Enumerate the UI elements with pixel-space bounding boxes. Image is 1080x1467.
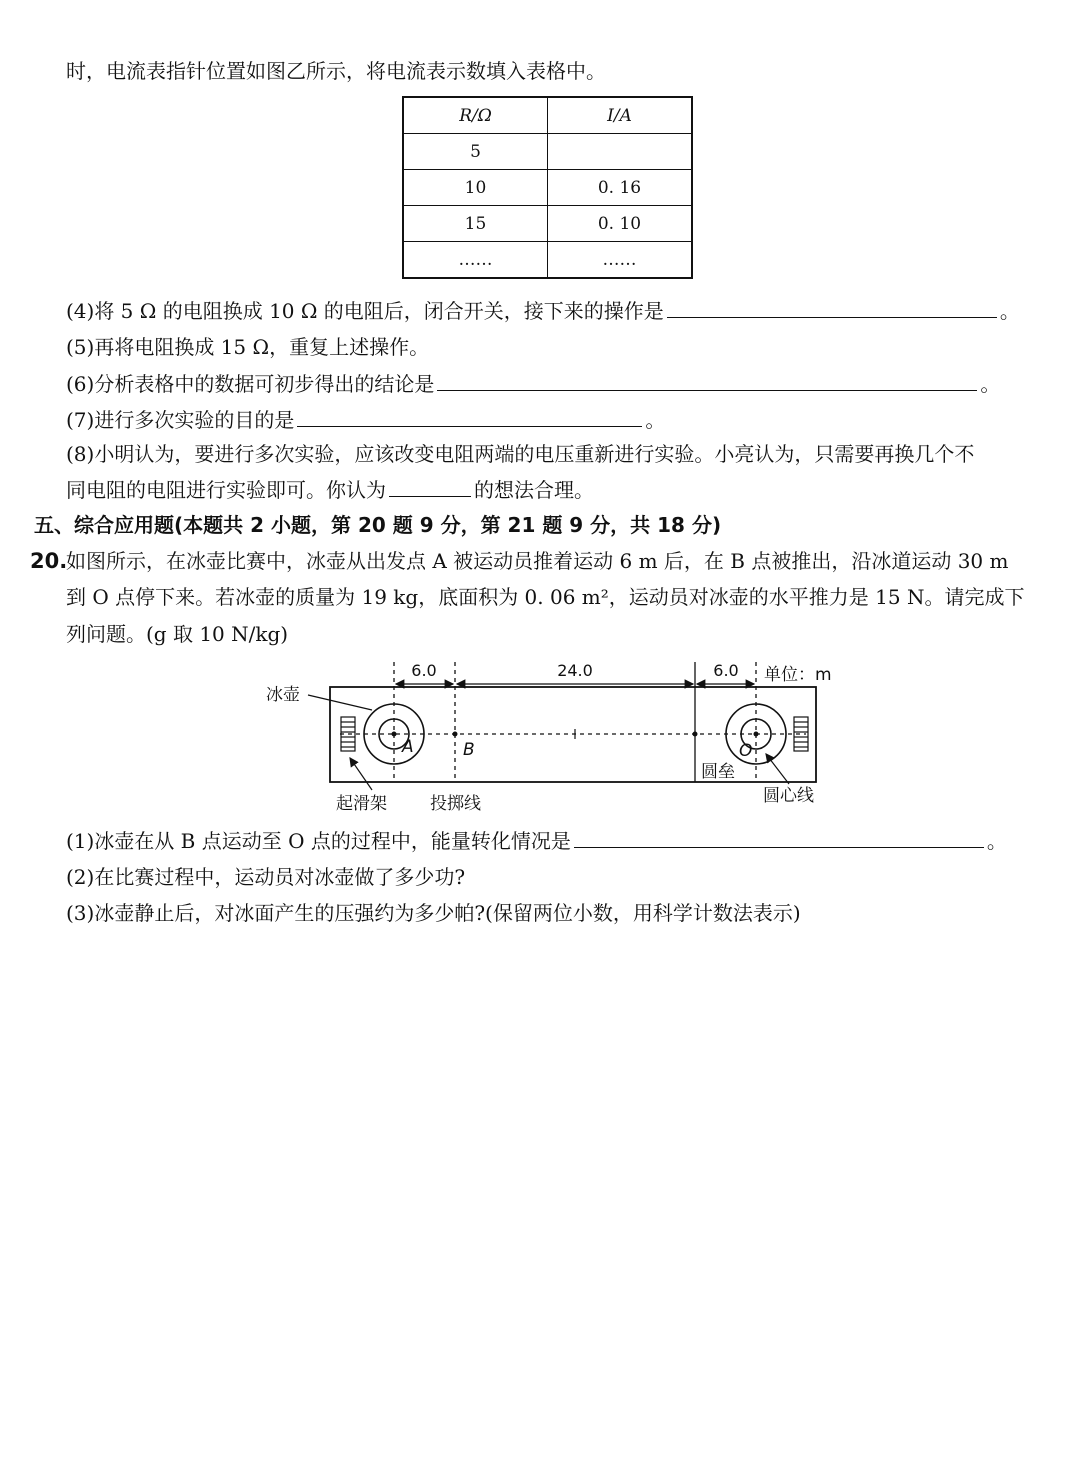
label-a: A (402, 737, 414, 757)
question-8-text-b: 的想法合理。 (474, 478, 594, 502)
label-hack: 起滑架 (336, 794, 387, 814)
point-b-dot (453, 732, 458, 737)
question-8-line1: (8)小明认为，要进行多次实验，应该改变电阻两端的电压重新进行实验。小亮认为，只需要再换几个不 (66, 442, 975, 466)
question-7-text: (7)进行多次实验的目的是 (66, 408, 295, 432)
leader-arrow (350, 758, 372, 790)
leader-line (308, 695, 372, 710)
intro-line: 时，电流表指针位置如图乙所示，将电流表示数填入表格中。 (66, 59, 606, 83)
question-20-line1: 如图所示，在冰壶比赛中，冰壶从出发点 A 被运动员推着运动 6 m 后，在 B 点被推出，沿冰道运动 30 m (66, 549, 1009, 573)
table-cell: 15 (403, 206, 548, 242)
label-hog-line: 投掷线 (430, 794, 481, 814)
table-cell: 5 (403, 134, 548, 170)
header-current: I/A (548, 97, 693, 134)
label-house: 圆垒 (701, 762, 735, 782)
period: 。 (980, 372, 1001, 396)
label-curling-stone: 冰壶 (266, 685, 300, 705)
period: 。 (999, 299, 1020, 323)
header-resistance: R/Ω (403, 97, 548, 134)
period: 。 (645, 408, 666, 432)
point-o-dot (754, 732, 759, 737)
dimension-label-2: 24.0 (557, 661, 593, 680)
question-20-number: 20. (30, 549, 68, 573)
question-4-text: (4)将 5 Ω 的电阻换成 10 Ω 的电阻后，闭合开关，接下来的操作是 (66, 299, 664, 323)
period: 。 (986, 829, 1007, 853)
label-tee-line: 圆心线 (763, 786, 814, 806)
unit-label: 单位：m (764, 665, 832, 685)
section-heading: 五、综合应用题(本题共 2 小题，第 20 题 9 分，第 21 题 9 分，共 18 分) (34, 513, 722, 537)
question-8-text-a: 同电阻的电阻进行实验即可。你认为 (66, 478, 386, 502)
leader-arrow (766, 754, 789, 784)
question-20-line2: 到 O 点停下来。若冰壶的质量为 19 kg，底面积为 0. 06 m²，运动员对冰壶的水平推力是 15 N。请完成下 (66, 585, 1025, 609)
sub-question-3: (3)冰壶静止后，对冰面产生的压强约为多少帕?(保留两位小数，用科学计数法表示) (66, 901, 801, 925)
table-cell: …… (548, 242, 693, 279)
hog-point-dot (693, 732, 698, 737)
answer-blank-sub1[interactable] (574, 827, 984, 848)
sub-question-1 (66, 827, 1007, 855)
question-20-line3: 列问题。(g 取 10 N/kg) (66, 622, 289, 646)
sub-question-2: (2)在比赛过程中，运动员对冰壶做了多少功? (66, 865, 466, 889)
dimension-label-1: 6.0 (411, 661, 437, 680)
sub-question-1-text: (1)冰壶在从 B 点运动至 O 点的过程中，能量转化情况是 (66, 829, 571, 853)
label-o: O (739, 741, 753, 761)
table-cell: 0. 10 (548, 206, 693, 242)
table-cell: …… (403, 242, 548, 279)
table-cell: 0. 16 (548, 170, 693, 206)
question-6-text: (6)分析表格中的数据可初步得出的结论是 (66, 372, 435, 396)
label-b: B (463, 740, 475, 760)
point-a-dot (392, 732, 397, 737)
table-cell: 10 (403, 170, 548, 206)
question-5: (5)再将电阻换成 15 Ω，重复上述操作。 (66, 335, 430, 359)
dimension-label-3: 6.0 (713, 661, 739, 680)
